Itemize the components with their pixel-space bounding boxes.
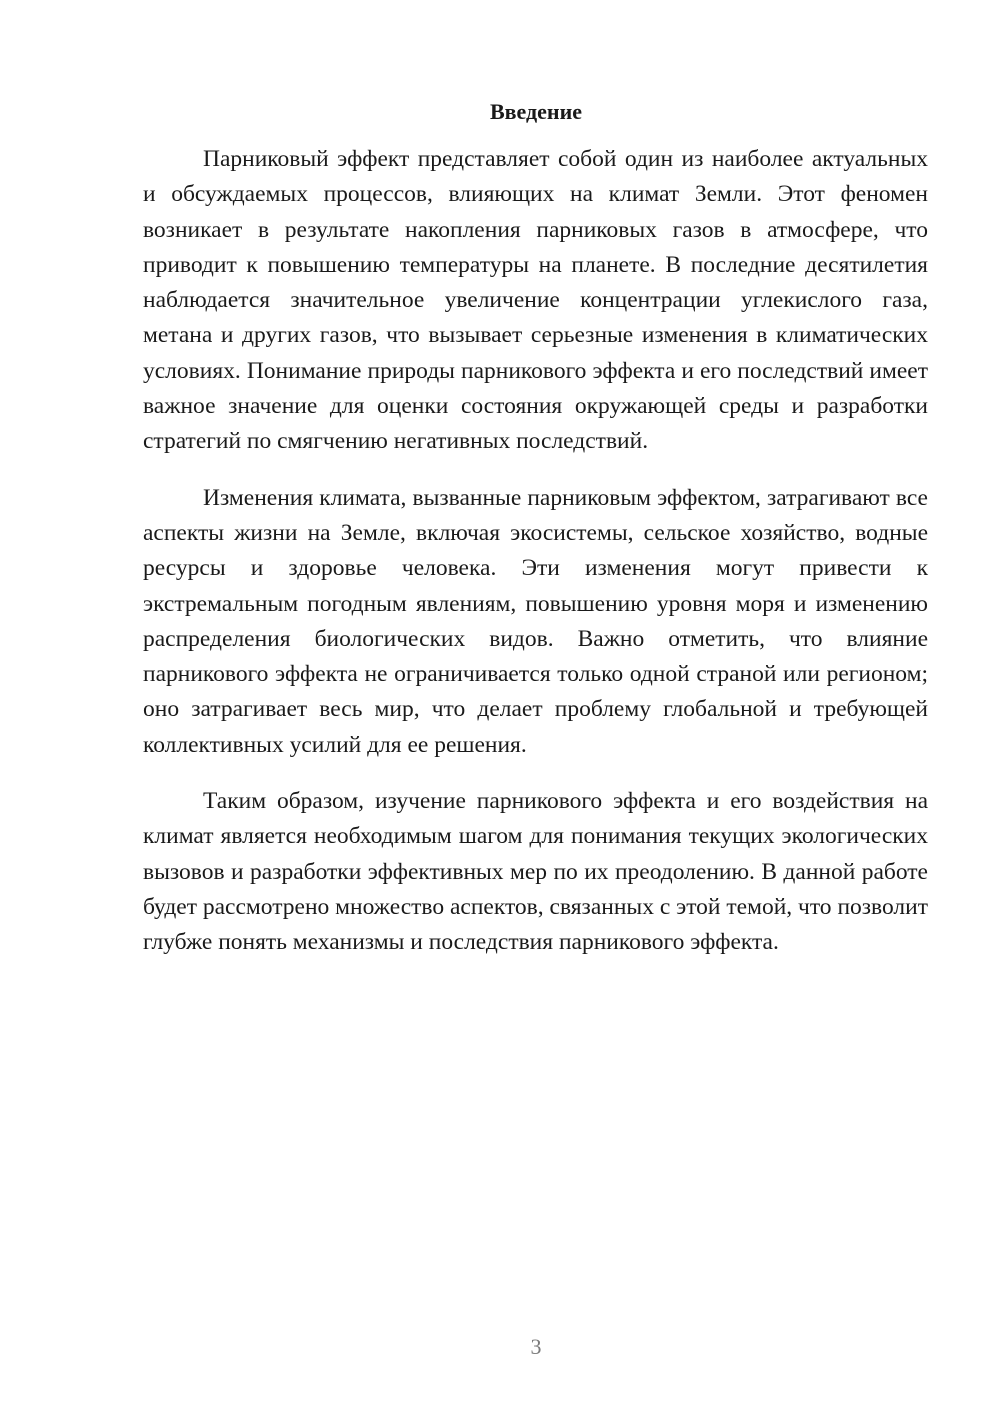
page-number: 3 [530,1334,542,1359]
paragraph-3: Таким образом, изучение парникового эффекта и его воздействия на климат является необходимым шагом для понимания текущих экологических вызовов и разработки эффективных мер по их преодолению. В данной работе будет рассмотрено множество аспектов, связанных с этой темой, что позволит глубже понять механизмы и последствия парникового эффекта. [143,788,928,956]
document-body [143,142,928,982]
section-title: Введение [489,99,583,124]
paragraph-1: Парниковый эффект представляет собой один из наиболее актуальных и обсуждаемых процессов, влияющих на климат Земли. Этот феномен возникает в результате накопления парниковых газов в атмосфере, что приводит к повышению температуры на планете. В последние десятилетия наблюдается значительное увеличение концентрации углекислого газа, метана и других газов, что вызывает серьезные изменения в климатических условиях. Понимание природы парникового эффекта и его последствий имеет важное значение для оценки состояния окружающей среды и разработки стратегий по смягчению негативных последствий. [143,146,928,455]
paragraph-2: Изменения климата, вызванные парниковым эффектом, затрагивают все аспекты жизни на Земле, включая экосистемы, сельское хозяйство, водные ресурсы и здоровье человека. Эти изменения могут привести к экстремальным погодным явлениям, повышению уровня моря и изменению распределения биологических видов. Важно отметить, что влияние парникового эффекта не ограничивается только одной страной или регионом; оно затрагивает весь мир, что делает проблему глобальной и требующей коллективных усилий для ее решения. [143,484,928,758]
